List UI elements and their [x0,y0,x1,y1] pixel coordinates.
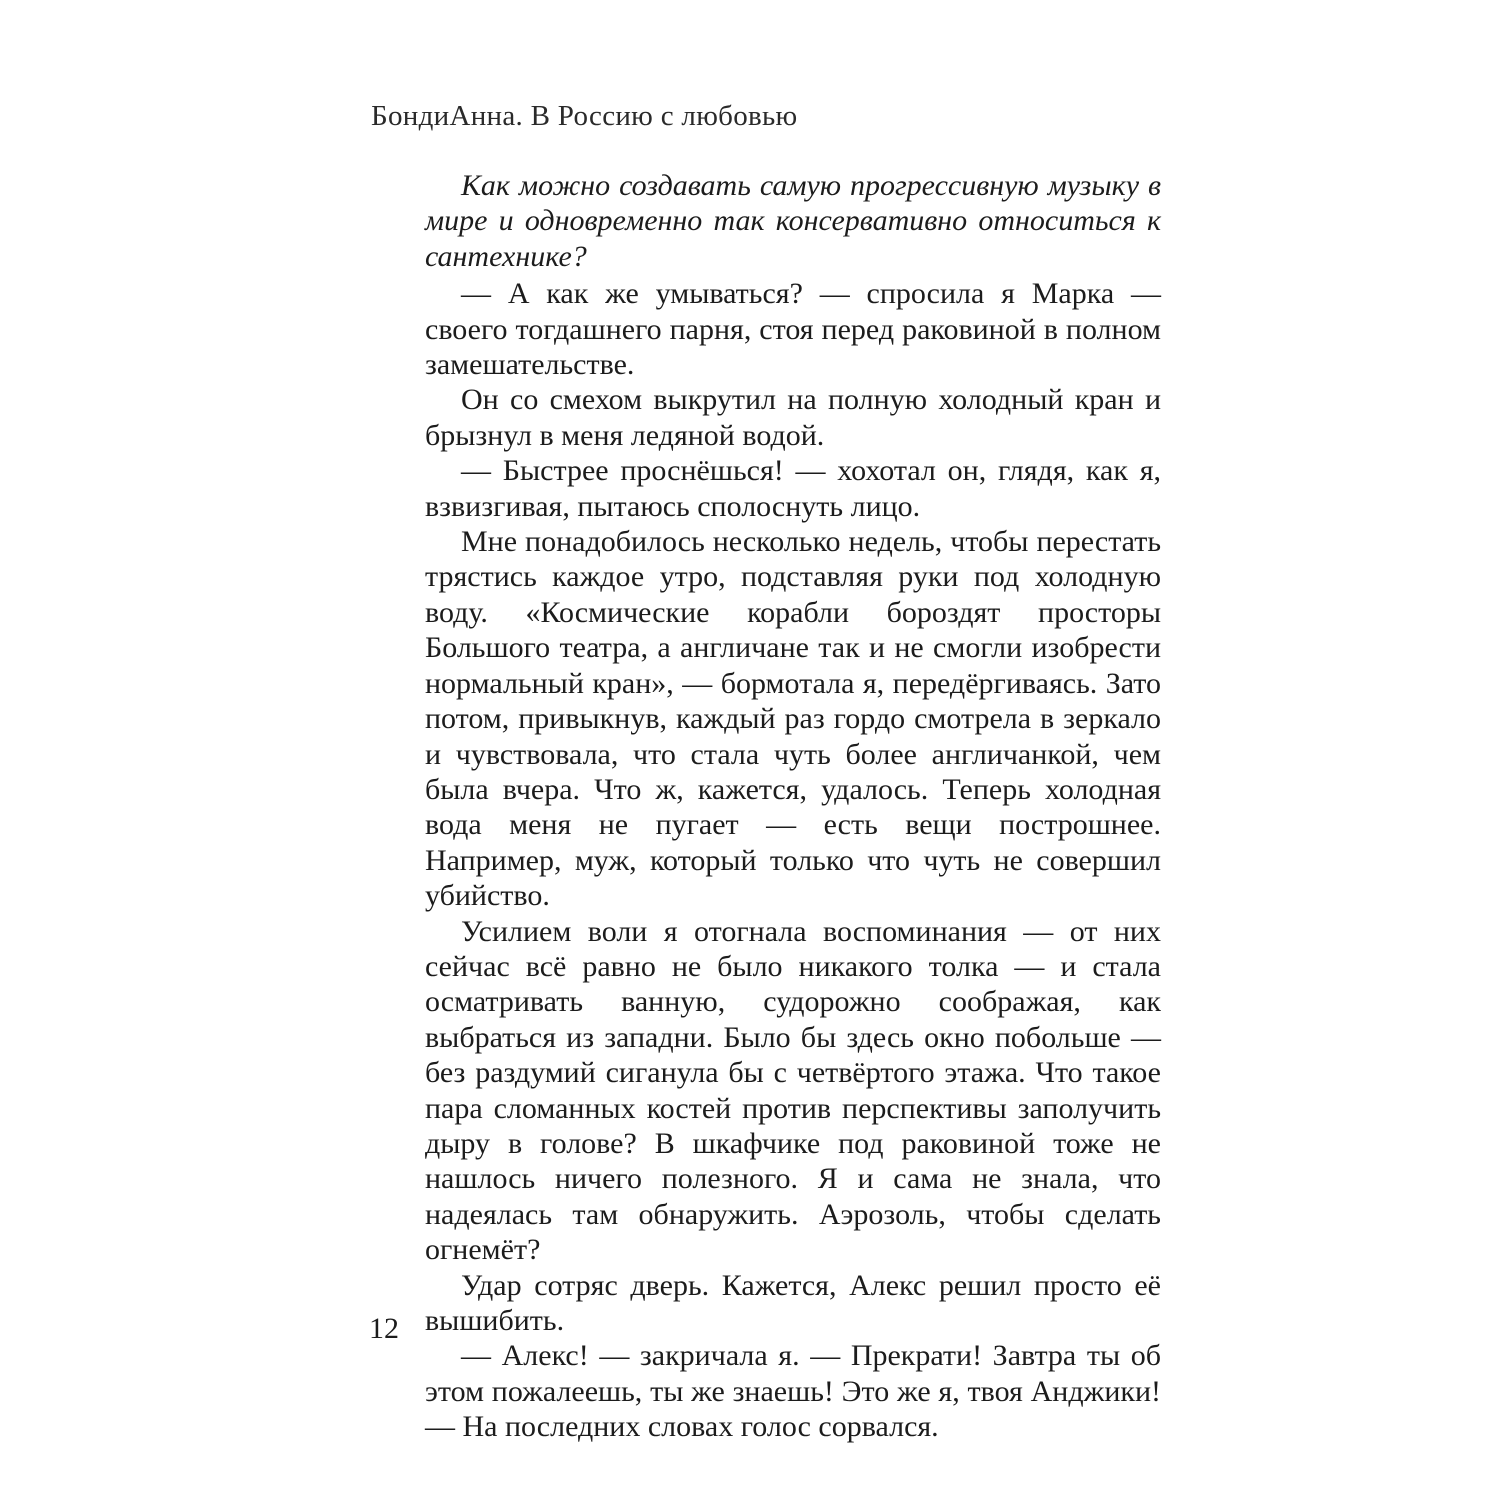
paragraph: Мне понадобилось несколько недель, чтобы перестать трястись каждое утро, подставляя руки под холодную воду. «Космические корабли бороздят просторы Большого театра, а англичане так и не смогли изобрести нормальный кран», — бормотала я, передёргиваясь. Зато потом, привыкнув, каждый раз гордо смотрела в зеркало и чувствовала, что стала чуть более англичанкой, чем была вчера. Что ж, кажется, удалось. Теперь холодная вода меня не пугает — есть вещи построшнее. Например, муж, который только что чуть не совершил убийство. [425,525,1161,913]
paragraph: — А как же умываться? — спросила я Марка — своего тогдашнего парня, стоя перед раковиной в полном замешательстве. [425,277,1161,382]
paragraph: — Алекс! — закричала я. — Прекрати! Завтра ты об этом пожалеешь, ты же знаешь! Это же я, твоя Анджики! — На последних словах голос сорвался. [425,1339,1161,1444]
paragraph: Он со смехом выкрутил на полную холодный кран и брызнул в меня ледяной водой. [425,383,1161,452]
page-number: 12 [369,1312,399,1345]
paragraph: Удар сотряс дверь. Кажется, Алекс решил просто её вышибить. [425,1268,1161,1337]
paragraph: Усилием воли я отогнала воспоминания — от них сейчас всё равно не было никакого толка — и стала осматривать ванную, судорожно соображая, как выбраться из западни. Было бы здесь окно побольше — без раздумий сиганула бы с четвёртого этажа. Что такое пара сломанных костей против перспективы заполучить дыру в голове? В шкафчике под раковиной тоже не нашлось ничего полезного. Я и сама не знала, что надеялась там обнаружить. Аэрозоль, чтобы сделать огнемёт? [425,914,1161,1267]
paragraph-epigraph: Как можно создавать самую прогрессивную музыку в мире и одновременно так консервативно относиться к сантехнике? [425,169,1161,273]
paragraph: — Быстрее проснёшься! — хохотал он, глядя, как я, взвизгивая, пытаюсь сполоснуть лицо. [425,454,1161,523]
body-text [425,168,1161,1445]
running-head: БондиАнна. В Россию с любовью [371,100,798,132]
